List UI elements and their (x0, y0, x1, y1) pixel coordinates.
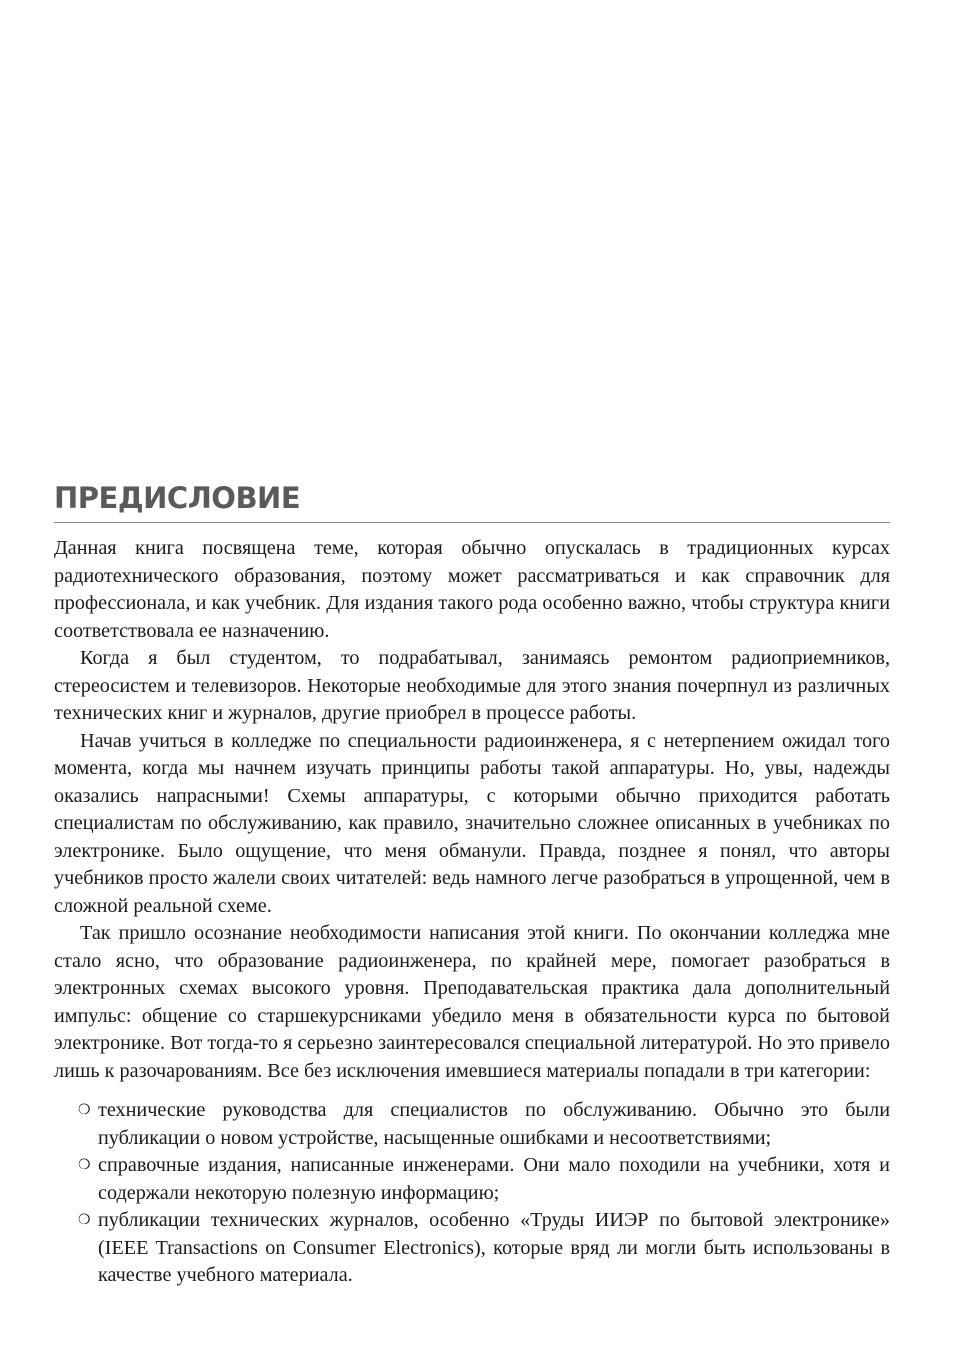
list-item (54, 1152, 890, 1207)
paragraph-2: Когда я был студентом, то подрабатывал, занимаясь ремонтом радиоприемников, стереосистем и телевизоров. Некоторые необходимые для этого знания почерпнул из различных технических книг и журналов, другие приобрел в процессе работы. (54, 647, 890, 724)
section-title: ПРЕДИСЛОВИЕ (54, 481, 301, 515)
list-item-text: справочные издания, написанные инженерами. Они мало походили на учебники, хотя и содержали некоторую полезную информацию; (98, 1154, 890, 1204)
list-item-text: публикации технических журналов, особенно «Труды ИИЭР по бытовой электронике» (IEEE Transactions on Consumer Electronics), которые вряд ли могли быть использованы в качестве учебного материала. (98, 1209, 890, 1286)
list-item (54, 1097, 890, 1152)
paragraph-3: Начав учиться в колледже по специальности радиоинженера, я с нетерпением ожидал того момента, когда мы начнем изучать принципы работы такой аппаратуры. Но, увы, надежды оказались напрасными! Схемы аппаратуры, с которыми обычно приходится работать специалистам по обслуживанию, как правило, значительно сложнее описанных в учебниках по электронике. Было ощущение, что меня обманули. Правда, позднее я понял, что авторы учебников просто жалели своих читателей: ведь намного легче разобраться в упрощенной, чем в сложной реальной схеме. (54, 729, 890, 917)
circle-bullet-icon: ❍ (78, 1158, 91, 1173)
document-page (54, 480, 890, 1290)
title-divider (54, 522, 890, 523)
paragraph-4: Так пришло осознание необходимости написания этой книги. По окончании колледжа мне стало ясно, что образование радиоинженера, по крайней мере, помогает разобраться в электронных схемах высокого уровня. Преподавательская практика дала дополнительный импульс: общение со старшекурсниками убедило меня в обязательности курса по бытовой электронике. Вот тогда-то я серьезно заинтересовался специальной литературой. Но это привело лишь к разочарованиям. Все без исключения имевшиеся материалы попадали в три категории: (54, 922, 890, 1082)
list-item (54, 1207, 890, 1290)
list-item-text: технические руководства для специалистов по обслуживанию. Обычно это были публикации о новом устройстве, насыщенные ошибками и несоответствиями; (98, 1099, 890, 1149)
paragraph-1: Данная книга посвящена теме, которая обычно опускалась в традиционных курсах радиотехнического образования, поэтому может рассматриваться и как справочник для профессионала, и как учебник. Для издания такого рода особенно важно, чтобы структура книги соответствовала ее назначению. (54, 537, 890, 642)
body-text (54, 535, 890, 1085)
category-list (54, 1097, 890, 1290)
circle-bullet-icon: ❍ (78, 1103, 91, 1118)
circle-bullet-icon: ❍ (78, 1213, 91, 1228)
